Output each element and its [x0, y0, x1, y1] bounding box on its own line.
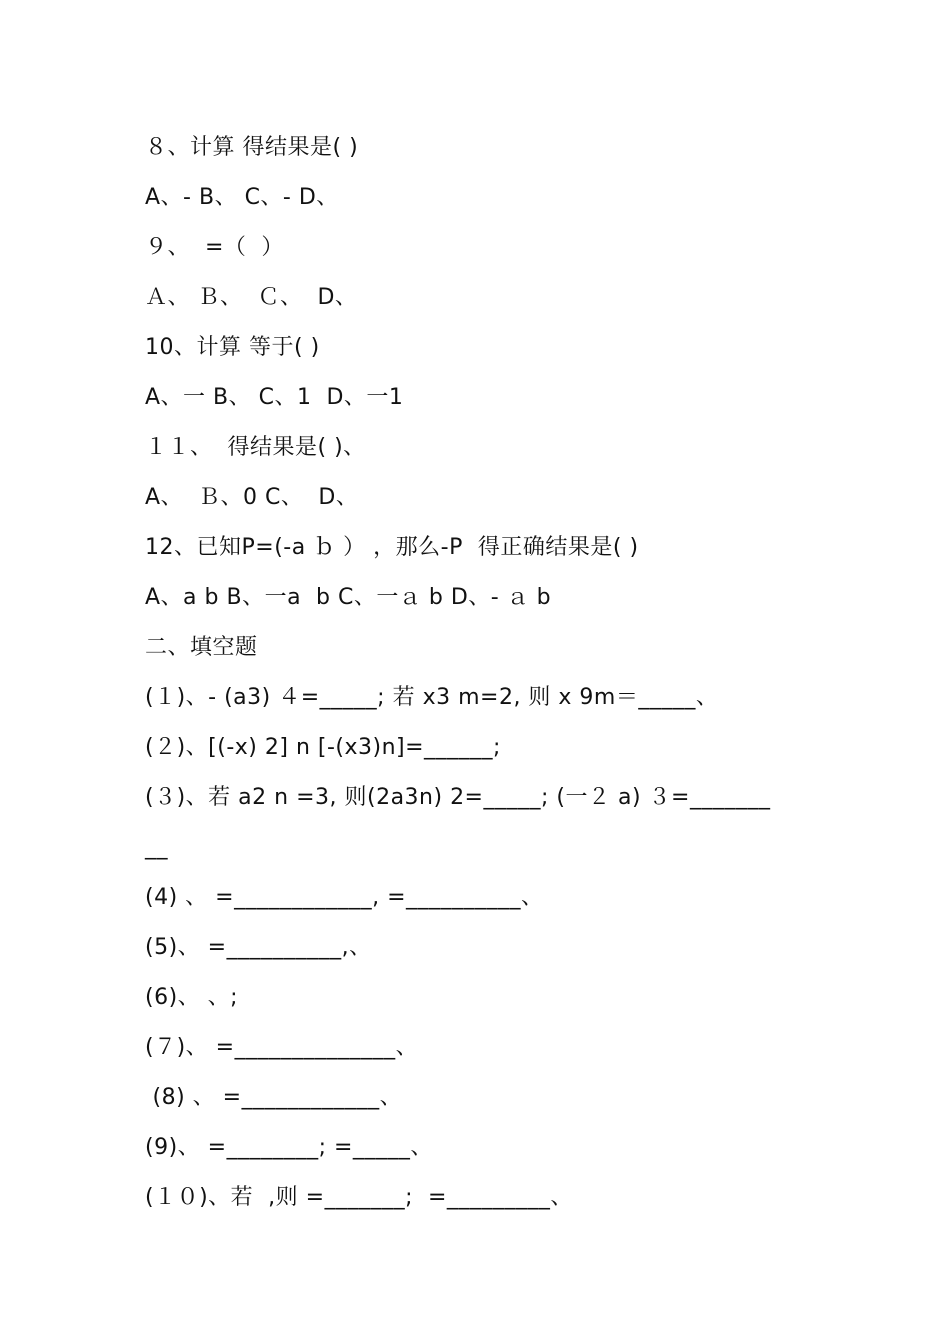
- section-heading-fill-in: 二、填空题: [145, 635, 258, 660]
- fill-in-10: (１０)、若 ,则 =_______; =_________、: [145, 1185, 573, 1210]
- fill-in-6: (6)、 、;: [145, 985, 239, 1010]
- fill-in-9: (9)、 =________; =_____、: [145, 1135, 433, 1160]
- question-8-options: A、- B、 C、- D、: [145, 185, 339, 210]
- fill-in-3: (３)、若 a2 n =3, 则(2a3n) 2=_____; (一２ a) ３=_______: [145, 785, 771, 810]
- fill-in-8: (8) 、 =____________、: [145, 1085, 403, 1110]
- question-11-options: A、 Ｂ、0 C、 D、: [145, 485, 359, 510]
- fill-in-4: (4) 、 =____________, =__________、: [145, 885, 544, 910]
- fill-in-1: (１)、- (a3) ４=_____; 若 x3 m=2, 则 x 9m＝_____、: [145, 685, 719, 710]
- question-10: 10、计算 等于( ): [145, 335, 320, 360]
- question-9: ９、 =（ ）: [145, 235, 284, 260]
- question-12: 12、已知P=(-a ｂ ） ，那么-P 得正确结果是( ): [145, 535, 639, 560]
- fill-in-3-continuation: __: [145, 835, 168, 860]
- question-12-options: A、a b B、一a b C、一ａ b D、- ａ b: [145, 585, 552, 610]
- fill-in-7: (７)、 =______________、: [145, 1035, 419, 1060]
- fill-in-2: (２)、[(-x) 2] n [-(x3)n]=______;: [145, 735, 501, 760]
- fill-in-5: (5)、 =__________,、: [145, 935, 372, 960]
- question-11: １１、 得结果是( )、: [145, 435, 366, 460]
- question-8: ８、计算 得结果是( ): [145, 135, 359, 160]
- question-9-options: Ａ、 Ｂ、 Ｃ、 D、: [145, 285, 358, 310]
- question-10-options: A、一 B、 C、1 D、一1: [145, 385, 404, 410]
